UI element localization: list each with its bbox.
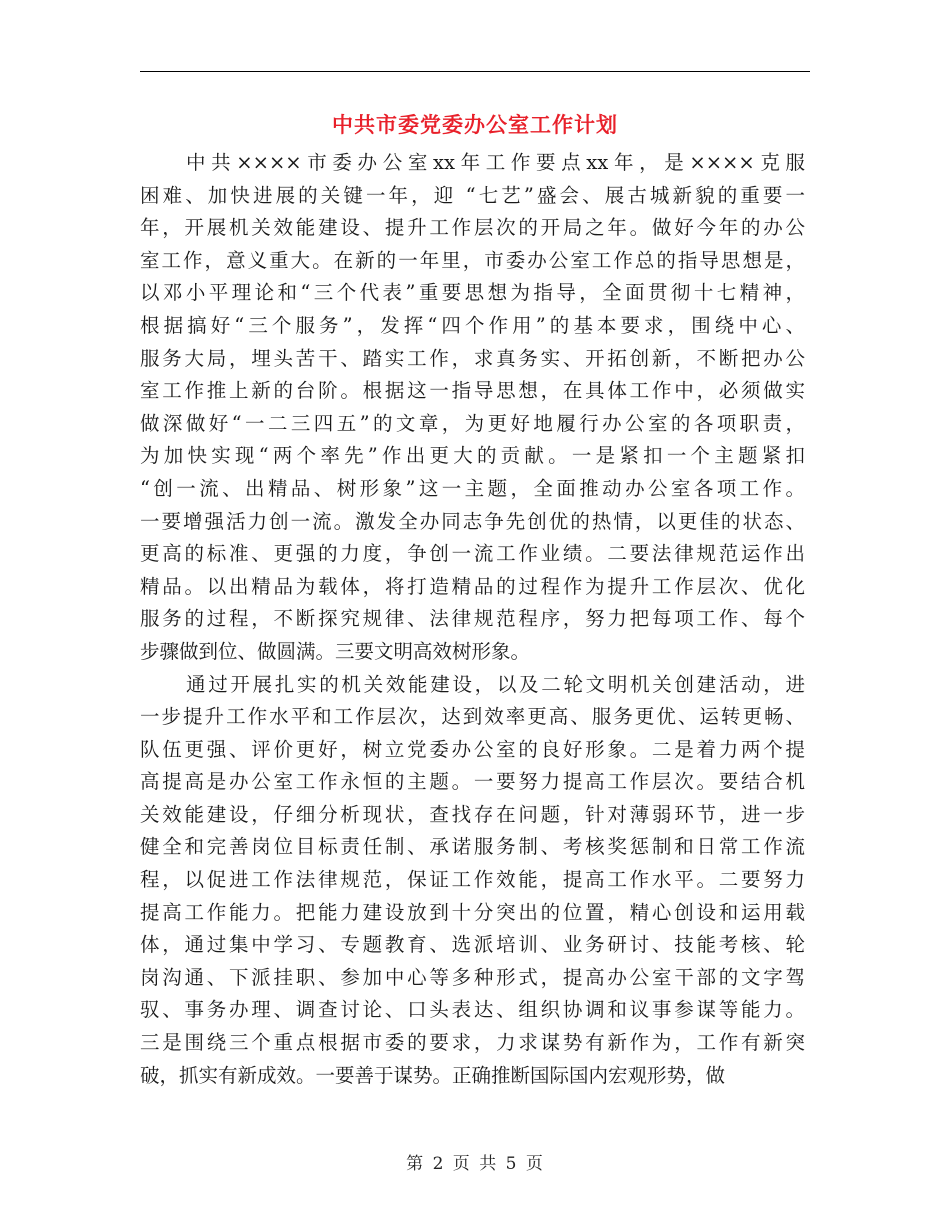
text-line: 三是围绕三个重点根据市委的要求，力求谋势有新作为，工作有新突 xyxy=(140,1031,805,1055)
text-line: 更高的标准、更强的力度，争创一流工作业绩。二要法律规范运作出 xyxy=(140,542,805,566)
footer-page-unit: 页 xyxy=(452,1154,471,1174)
text-line: 提高工作能力。把能力建设放到十分突出的位置，精心创设和运用载 xyxy=(140,900,805,924)
document-body xyxy=(140,147,805,1092)
document-title: 中共市委党委办公室工作计划 xyxy=(332,113,618,137)
text-line: 一要增强活力创一流。激发全办同志争先创优的热情，以更佳的状态、 xyxy=(140,509,805,533)
text-line: 以邓小平理论和“三个代表”重要思想为指导，全面贯彻十七精神， xyxy=(140,281,805,305)
footer-total-pages: 5 xyxy=(505,1154,518,1174)
footer-total-prefix: 共 xyxy=(479,1154,498,1174)
text-line: 室工作推上新的台阶。根据这一指导思想，在具体工作中，必须做实 xyxy=(140,379,805,403)
text-line: 队伍更强、评价更好，树立党委办公室的良好形象。二是着力两个提 xyxy=(140,737,805,761)
text-line: “创一流、出精品、树形象”这一主题，全面推动办公室各项工作。 xyxy=(140,476,805,500)
text-line: 一步提升工作水平和工作层次，达到效率更高、服务更优、运转更畅、 xyxy=(140,705,805,729)
text-line: 步骤做到位、做圆满。三要文明高效树形象。 xyxy=(140,639,531,663)
paragraph xyxy=(140,669,805,1093)
footer-total-unit: 页 xyxy=(525,1154,544,1174)
text-line: 精品。以出精品为载体，将打造精品的过程作为提升工作层次、优化 xyxy=(140,574,805,598)
text-line: 关效能建设，仔细分析现状，查找存在问题，针对薄弱环节，进一步 xyxy=(140,802,805,826)
text-line: 通过开展扎实的机关效能建设，以及二轮文明机关创建活动，进 xyxy=(186,672,805,696)
text-line: 程，以促进工作法律规范，保证工作效能，提高工作水平。二要努力 xyxy=(140,868,805,892)
footer-prefix: 第 xyxy=(406,1154,425,1174)
text-line: 困难、加快进展的关键一年，迎 “七艺”盛会、展古城新貌的重要一 xyxy=(140,183,805,207)
text-line: 为加快实现“两个率先”作出更大的贡献。一是紧扣一个主题紧扣 xyxy=(140,444,805,468)
paragraph xyxy=(140,147,805,669)
text-line: 岗沟通、下派挂职、参加中心等多种形式，提高办公室干部的文字驾 xyxy=(140,965,805,989)
text-line: 根据搞好“三个服务”，发挥“四个作用”的基本要求，围绕中心、 xyxy=(140,313,805,337)
text-line: 破，抓实有新成效。一要善于谋势。正确推断国际国内宏观形势，做 xyxy=(140,1063,726,1087)
text-line: 驭、事务办理、调查讨论、口头表达、组织协调和议事参谋等能力。 xyxy=(140,998,805,1022)
text-line: 高提高是办公室工作永恒的主题。一要努力提高工作层次。要结合机 xyxy=(140,770,805,794)
text-line: 服务大局，埋头苦干、踏实工作，求真务实、开拓创新，不断把办公 xyxy=(140,346,805,370)
text-line: 做深做好“一二三四五”的文章，为更好地履行办公室的各项职责， xyxy=(140,411,805,435)
header-rule xyxy=(140,71,810,72)
page-footer xyxy=(0,1152,950,1176)
text-line: 服务的过程，不断探究规律、法律规范程序，努力把每项工作、每个 xyxy=(140,607,805,631)
text-line: 健全和完善岗位目标责任制、承诺服务制、考核奖惩制和日常工作流 xyxy=(140,835,805,859)
text-line: 中共××××市委办公室xx年工作要点xx年，是××××克服 xyxy=(186,151,805,174)
footer-page-number: 2 xyxy=(432,1154,445,1174)
text-line: 年，开展机关效能建设、提升工作层次的开局之年。做好今年的办公 xyxy=(140,216,805,240)
text-line: 体，通过集中学习、专题教育、选派培训、业务研讨、技能考核、轮 xyxy=(140,933,805,957)
text-line: 室工作，意义重大。在新的一年里，市委办公室工作总的指导思想是， xyxy=(140,248,805,272)
